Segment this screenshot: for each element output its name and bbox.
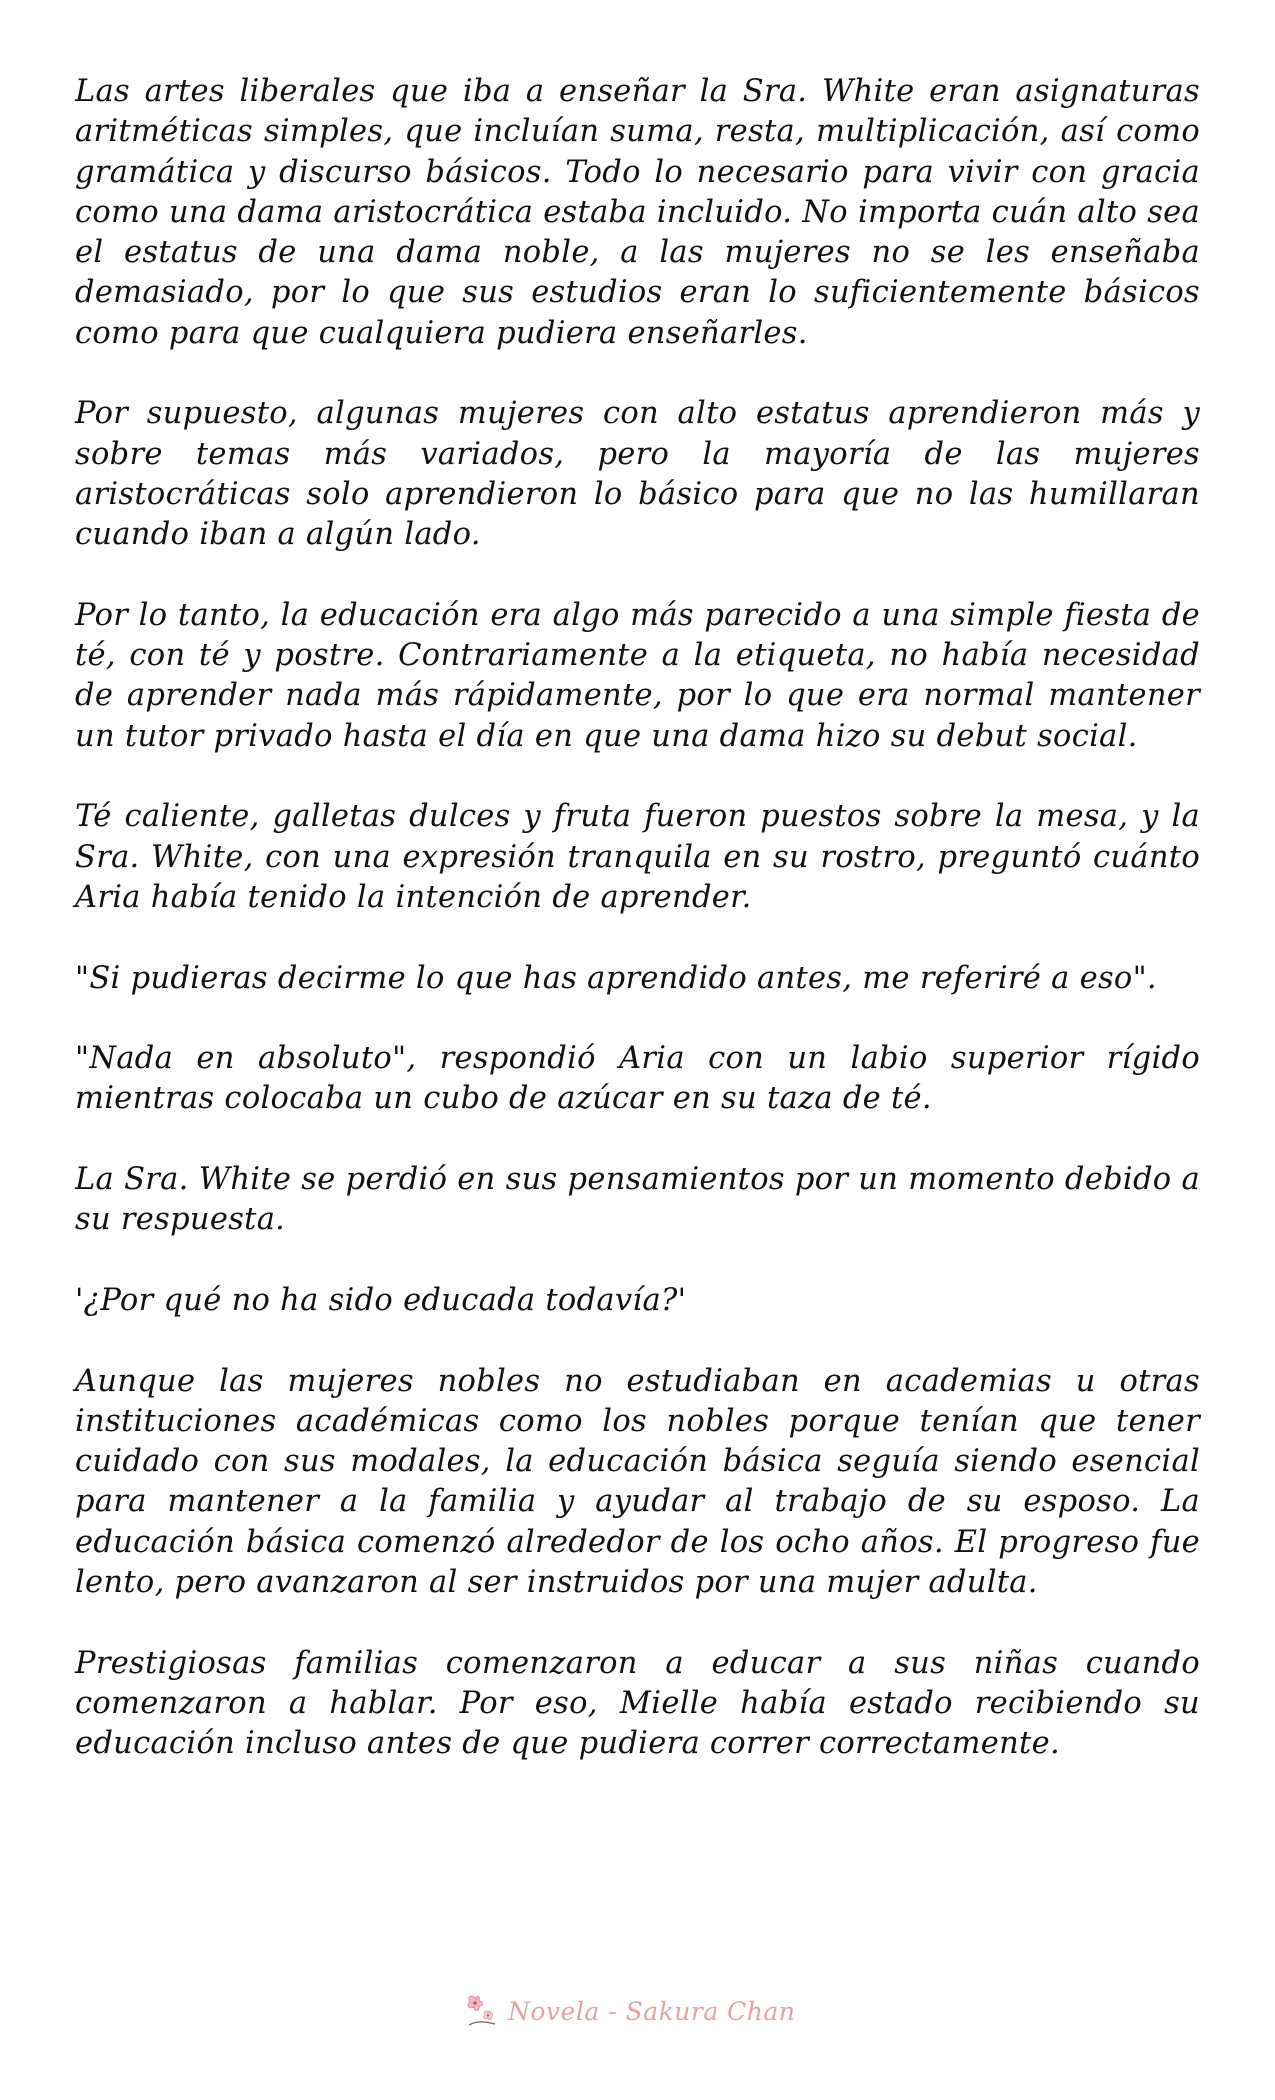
paragraph-4: Té caliente, galletas dulces y fruta fueron puestos sobre la mesa, y la Sra. White, con una expresión tranquila en su rostro, preguntó cuánto Aria había tenido la intención de aprender. bbox=[75, 799, 1200, 915]
paragraph-6: "Nada en absoluto", respondió Aria con un labio superior rígido mientras colocaba un cubo de azúcar en su taza de té. bbox=[75, 1041, 1200, 1117]
paragraph-5: "Si pudieras decirme lo que has aprendido antes, me referiré a eso". bbox=[75, 960, 1157, 996]
paragraph-10: Prestigiosas familias comenzaron a educar a sus niñas cuando comenzaron a hablar. Por eso, Mielle había estado recibiendo su educación incluso antes de que pudiera correr correctamente. bbox=[75, 1645, 1200, 1762]
paragraph-8: '¿Por qué no ha sido educada todavía?' bbox=[75, 1282, 687, 1318]
paragraph-9: Aunque las mujeres nobles no estudiaban en academias u otras instituciones académicas como los nobles porque tenían que tener cuidado con sus modales, la educación básica seguía siendo esencial para mantener a la familia y ayudar al trabajo de su esposo. La educación básica comenzó alrededor de los ocho años. El progreso fue lento, pero avanzaron al ser instruidos por una mujer adulta. bbox=[75, 1363, 1200, 1600]
watermark-text: Novela - Sakura Chan bbox=[508, 1996, 796, 2026]
watermark bbox=[462, 1991, 795, 2031]
paragraph-3: Por lo tanto, la educación era algo más parecido a una simple fiesta de té, con té y postre. Contrariamente a la etiqueta, no había necesidad de aprender nada más rápidamente, por lo que era normal mantener un tutor privado hasta el día en que una dama hizo su debut social. bbox=[75, 597, 1200, 754]
paragraph-2: Por supuesto, algunas mujeres con alto estatus aprendieron más y sobre temas más variados, pero la mayoría de las mujeres aristocráticas solo aprendieron lo básico para que no las humillaran cuando iban a algún lado. bbox=[75, 396, 1200, 553]
paragraph-1: Las artes liberales que iba a enseñar la Sra. White eran asignaturas aritméticas simples, que incluían suma, resta, multiplicación, así como gramática y discurso básicos. Todo lo necesario para vivir con gracia como una dama aristocrática estaba incluido. No importa cuán alto sea el estatus de una dama noble, a las mujeres no se les enseñaba demasiado, por lo que sus estudios eran lo suficientemente básicos como para que cualquiera pudiera enseñarles. bbox=[75, 74, 1200, 351]
paragraph-7: La Sra. White se perdió en sus pensamientos por un momento debido a su respuesta. bbox=[75, 1162, 1200, 1238]
sakura-flower-icon bbox=[462, 1991, 502, 2031]
story-text bbox=[75, 72, 1200, 1764]
